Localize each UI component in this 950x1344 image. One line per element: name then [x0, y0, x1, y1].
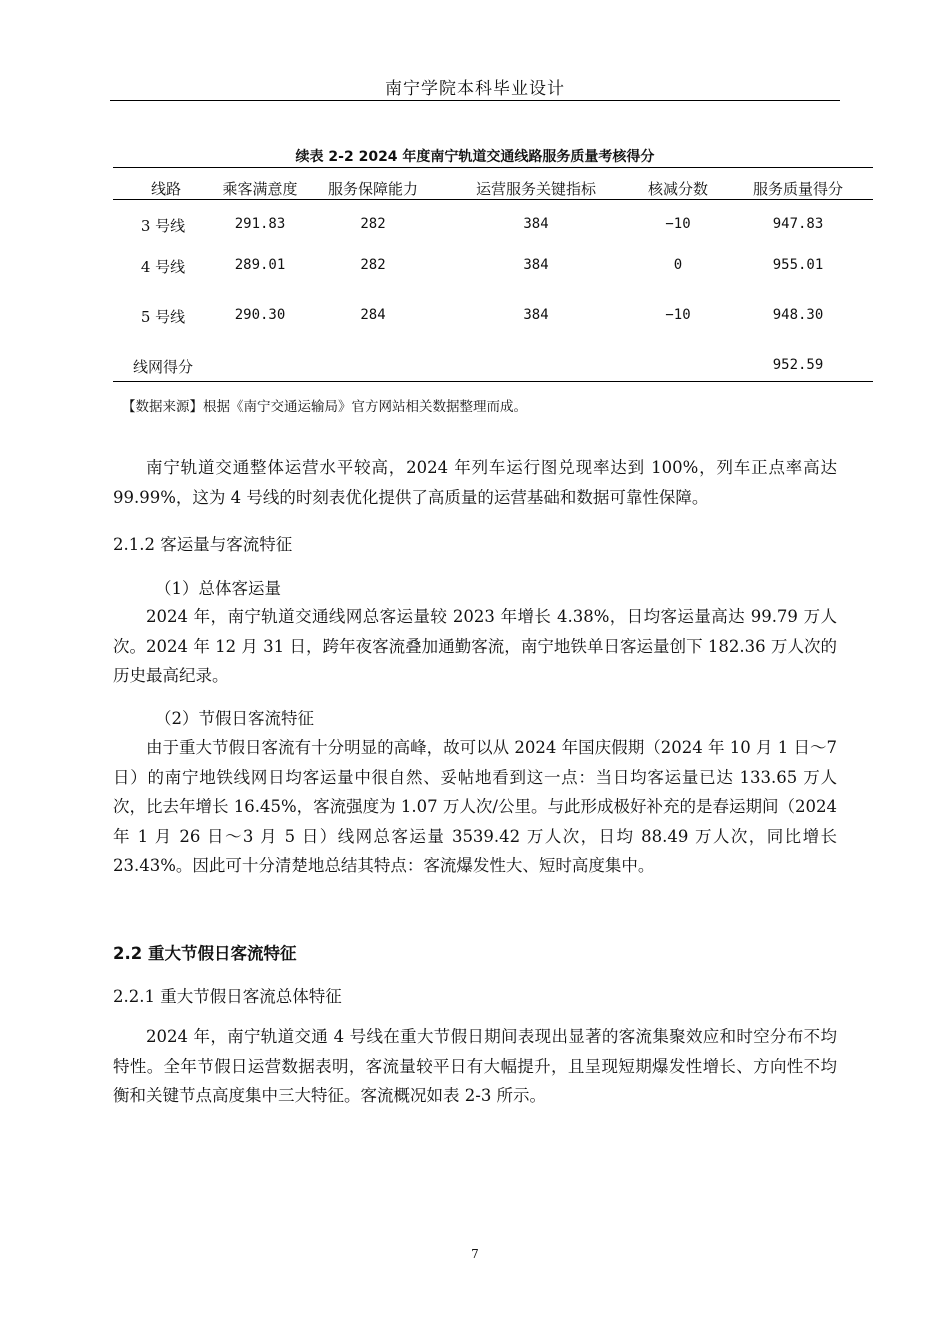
- table-cell: −10: [665, 216, 691, 232]
- table-cell: 384: [523, 307, 549, 323]
- table-cell: 4 号线: [140, 258, 186, 276]
- column-header: 乘客满意度: [222, 180, 298, 198]
- subsection-heading: （1）总体客运量: [155, 579, 281, 598]
- table-header-rule: [113, 199, 873, 200]
- column-header: 运营服务关键指标: [475, 180, 597, 198]
- table-cell: −10: [665, 307, 691, 323]
- table-cell: 282: [360, 216, 386, 232]
- table-cell: 282: [360, 257, 386, 273]
- section-heading: 2.2.1 重大节假日客流总体特征: [113, 987, 342, 1006]
- table-cell: 3 号线: [140, 217, 186, 235]
- table-cell: 947.83: [772, 216, 824, 232]
- table-source-note: 【数据来源】根据《南宁交通运输局》官方网站相关数据整理而成。: [122, 399, 527, 415]
- table-cell: 289.01: [234, 257, 286, 273]
- page-number: 7: [471, 1247, 479, 1261]
- header-rule: [110, 100, 840, 101]
- table-cell: 0: [673, 257, 683, 273]
- page-header-title: 南宁学院本科毕业设计: [385, 79, 565, 99]
- table-cell: 384: [523, 257, 549, 273]
- table-cell: 284: [360, 307, 386, 323]
- subsection-heading: （2）节假日客流特征: [155, 709, 314, 728]
- table-caption: 续表 2-2 2024 年度南宁轨道交通线路服务质量考核得分: [295, 149, 655, 165]
- paragraph: 2024 年，南宁轨道交通线网总客运量较 2023 年增长 4.38%，日均客运量高达 99.79 万人次。2024 年 12 月 31 日，跨年夜客流叠加通勤客流，南宁地铁单日客运量创下 182.36 万人次的历史最高纪录。: [113, 607, 837, 685]
- table-cell: 291.83: [234, 216, 286, 232]
- table-cell: 955.01: [772, 257, 824, 273]
- column-header: 核减分数: [647, 180, 709, 198]
- table-cell: 5 号线: [140, 308, 186, 326]
- paragraph: 由于重大节假日客流有十分明显的高峰，故可以从 2024 年国庆假期（2024 年 10 月 1 日～7 日）的南宁地铁线网日均客运量中很自然、妥帖地看到这一点：当日均客运量已达 133.65 万人次，比去年增长 16.45%，客流强度为 1.07 万人次/公里。与此形成极好补充的是春运期间（2024 年 1 月 26 日～3 月 5 日）线网总客运量 3539.42 万人次，日均 88.49 万人次，同比增长 23.43%。因此可十分清楚地总结其特点：客流爆发性大、短时高度集中。: [113, 738, 837, 875]
- section-heading: 2.2 重大节假日客流特征: [113, 944, 297, 963]
- paragraph: 南宁轨道交通整体运营水平较高，2024 年列车运行图兑现率达到 100%，列车正点率高达 99.99%，这为 4 号线的时刻表优化提供了高质量的运营基础和数据可靠性保障。: [113, 458, 837, 507]
- column-header: 服务质量得分: [752, 180, 844, 198]
- table-top-rule: [113, 167, 873, 168]
- section-heading: 2.1.2 客运量与客流特征: [113, 535, 293, 554]
- table-cell: 290.30: [234, 307, 286, 323]
- column-header: 线路: [150, 180, 182, 198]
- table-cell: 384: [523, 216, 549, 232]
- table-bottom-rule: [113, 381, 873, 382]
- total-value: 952.59: [772, 357, 824, 373]
- column-header: 服务保障能力: [327, 180, 419, 198]
- table-cell: 948.30: [772, 307, 824, 323]
- paragraph: 2024 年，南宁轨道交通 4 号线在重大节假日期间表现出显著的客流集聚效应和时空分布不均特性。全年节假日运营数据表明，客流量较平日有大幅提升，且呈现短期爆发性增长、方向性不均衡和关键节点高度集中三大特征。客流概况如表 2-3 所示。: [113, 1027, 837, 1105]
- total-label: 线网得分: [132, 358, 194, 376]
